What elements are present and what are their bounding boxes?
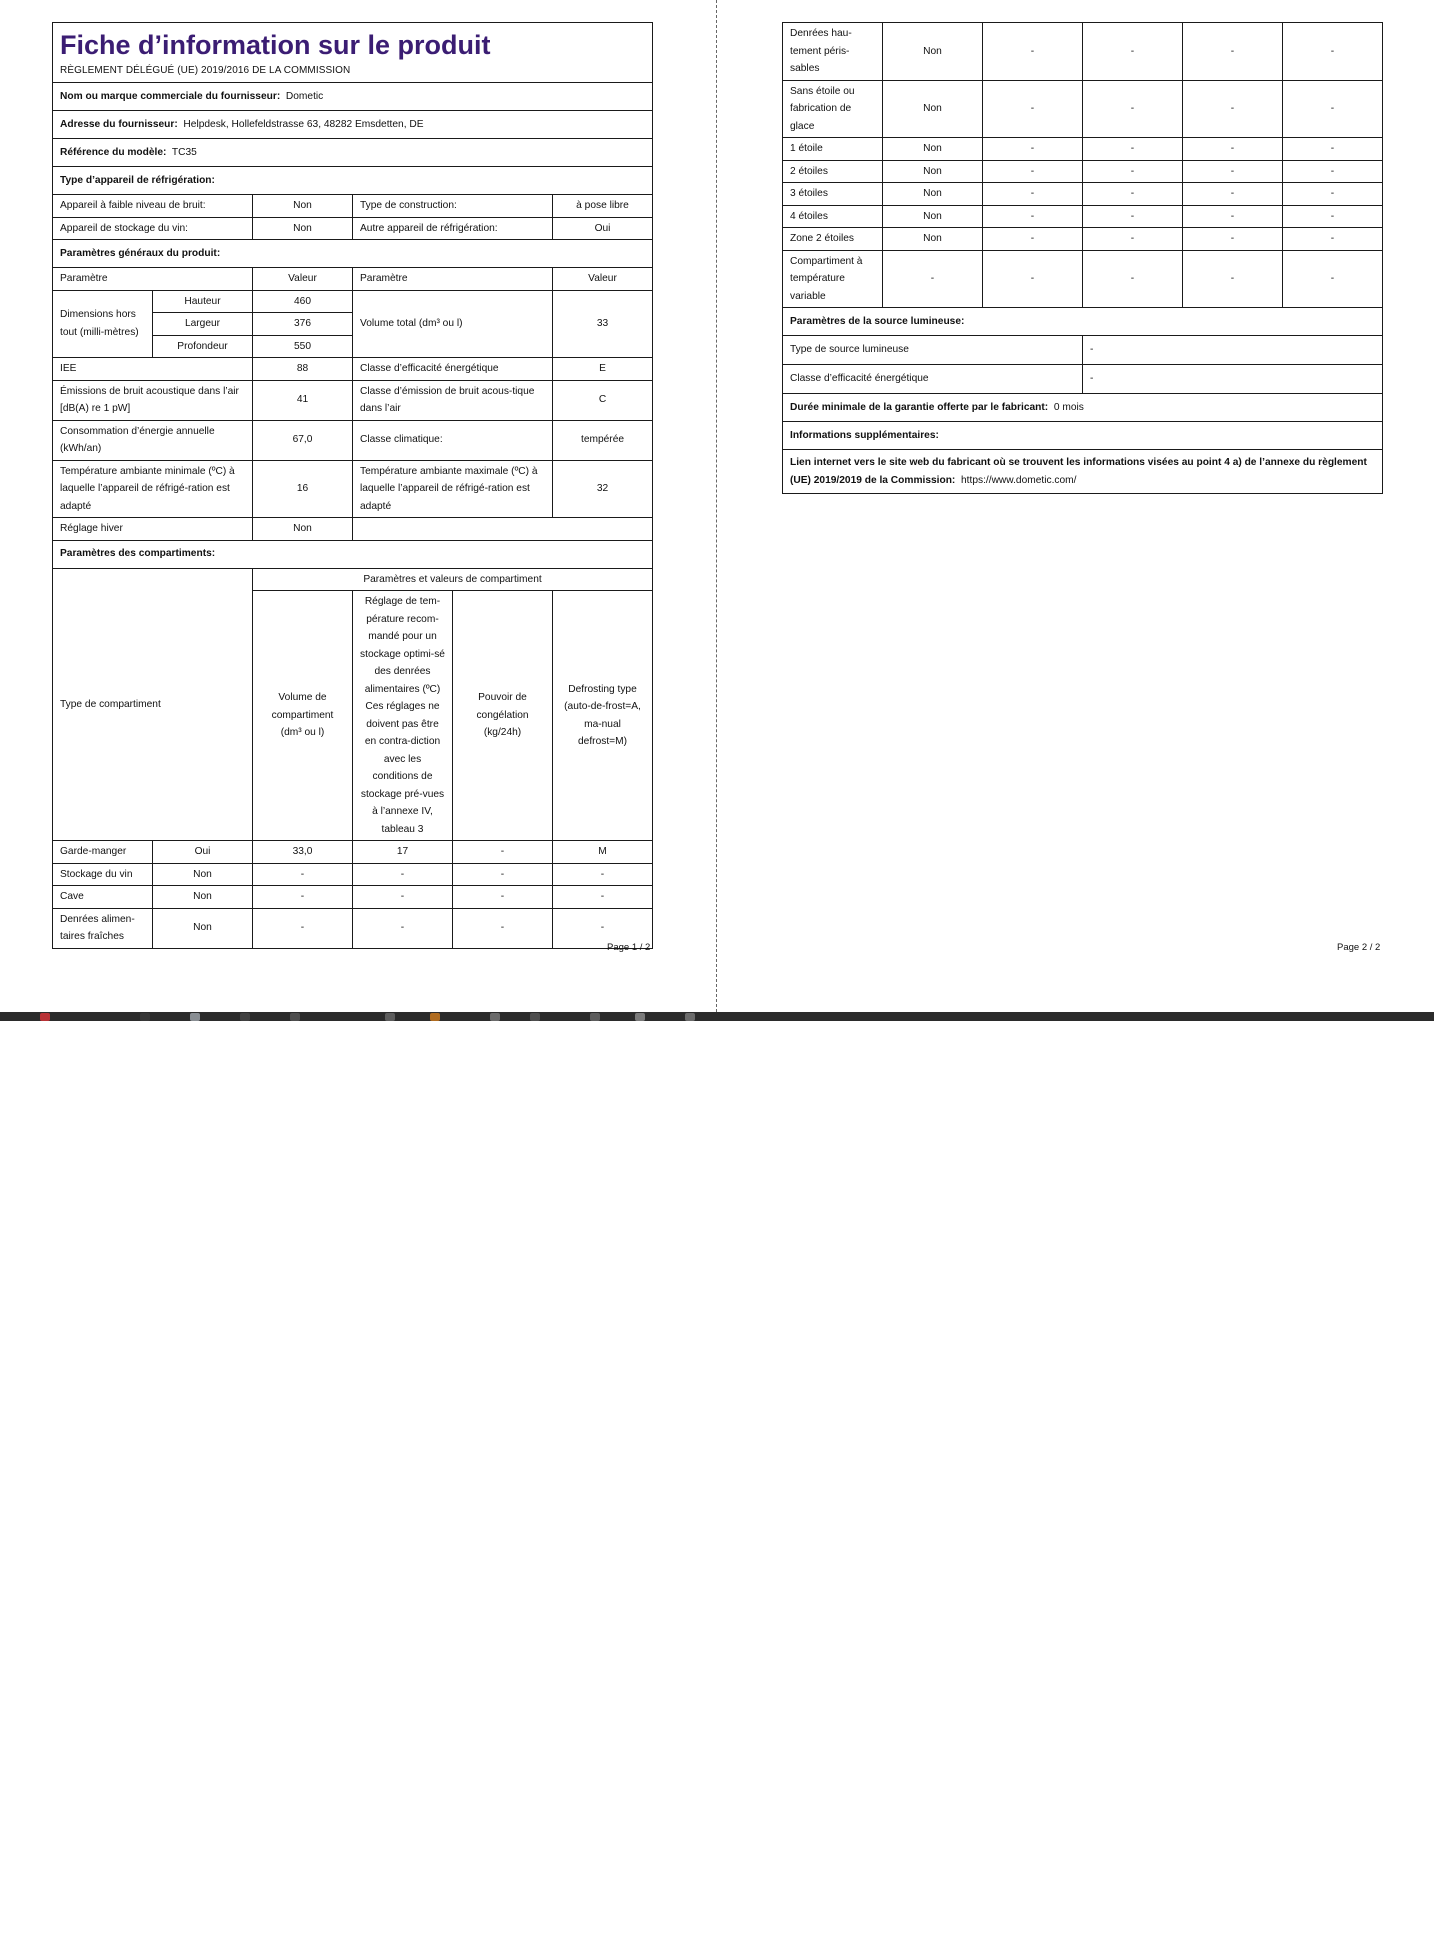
height-value: 460 (253, 290, 353, 313)
compartment-defrost: - (1283, 205, 1383, 228)
light-class-label: Classe d’efficacité énergétique (783, 365, 1083, 394)
noise-emission-label: Émissions de bruit acoustique dans l’air [dB(A) re 1 pW] (53, 380, 253, 420)
compartment-name: Zone 2 étoiles (783, 228, 883, 251)
weblink-row (783, 450, 1383, 494)
compartment-volume: - (983, 183, 1083, 206)
compartment-name: 2 étoiles (783, 160, 883, 183)
product-info-table (52, 22, 653, 949)
annual-energy-value: 67,0 (253, 420, 353, 460)
compartment-temp: - (1083, 138, 1183, 161)
compartment-name: Stockage du vin (53, 863, 153, 886)
compartment-freezing: - (1183, 228, 1283, 251)
other-appliance-value: Oui (553, 217, 653, 240)
noise-class-label: Classe d’émission de bruit acous-tique dans l’air (353, 380, 553, 420)
compartment-name: Sans étoile ou fabrication de glace (783, 80, 883, 138)
compartment-defrost: M (553, 841, 653, 864)
app-icon[interactable] (490, 1013, 500, 1021)
compartment-present: Non (883, 80, 983, 138)
compartment-present: Non (883, 228, 983, 251)
supplier-address-row (53, 111, 653, 139)
energy-class-value: E (553, 358, 653, 381)
dimensions-label: Dimensions hors tout (milli-mètres) (53, 290, 153, 358)
app-icon[interactable] (530, 1013, 540, 1021)
app-icon[interactable] (385, 1013, 395, 1021)
model-reference-row (53, 139, 653, 167)
winter-setting-label: Réglage hiver (53, 518, 253, 541)
compartment-row (783, 160, 1383, 183)
compartment-row (783, 183, 1383, 206)
volume-column-header: Volume de compartiment (dm³ ou l) (253, 591, 353, 841)
document-page-2 (782, 22, 1382, 494)
compartment-freezing: - (1183, 183, 1283, 206)
total-volume-value: 33 (553, 290, 653, 358)
energy-class-label: Classe d’efficacité énergétique (353, 358, 553, 381)
light-type-value: - (1083, 336, 1383, 365)
compartment-temp: - (1083, 80, 1183, 138)
weblink-label: Lien internet vers le site web du fabricant où se trouvent les informations visées au point 4 a) de l’annexe du règlement (UE) 2019/2019 de la Commission: (790, 457, 1367, 486)
compartment-row (783, 80, 1383, 138)
app-icon[interactable] (190, 1013, 200, 1021)
value-column-header: Valeur (253, 268, 353, 291)
compartment-temp: - (1083, 205, 1183, 228)
climate-class-value: tempérée (553, 420, 653, 460)
compartment-freezing: - (1183, 160, 1283, 183)
compartment-freezing: - (453, 908, 553, 948)
light-source-header: Paramètres de la source lumineuse: (783, 308, 1383, 336)
compartment-volume: - (253, 886, 353, 909)
compartment-present: - (883, 250, 983, 308)
extra-info-header: Informations supplémentaires: (783, 422, 1383, 450)
weblink-value[interactable]: https://www.dometic.com/ (961, 474, 1077, 486)
compartment-row (783, 228, 1383, 251)
compartment-temp: - (353, 863, 453, 886)
compartment-volume: - (983, 250, 1083, 308)
compartments-continued-table (782, 22, 1383, 494)
warranty-label: Durée minimale de la garantie offerte par le fabricant: (790, 401, 1049, 413)
supplier-address-label: Adresse du fournisseur: (60, 118, 178, 130)
compartment-volume: - (253, 863, 353, 886)
compartment-defrost: - (553, 863, 653, 886)
app-icon[interactable] (685, 1013, 695, 1021)
compartment-name: Cave (53, 886, 153, 909)
app-icon[interactable] (140, 1013, 150, 1021)
compartment-name: Denrées alimen-taires fraîches (53, 908, 153, 948)
warranty-row (783, 394, 1383, 422)
climate-class-label: Classe climatique: (353, 420, 553, 460)
document-title: Fiche d’information sur le produit (60, 30, 491, 60)
compartment-row (53, 841, 653, 864)
other-appliance-label: Autre appareil de réfrigération: (353, 217, 553, 240)
supplier-address-value: Helpdesk, Hollefeldstrasse 63, 48282 Emsdetten, DE (183, 118, 424, 130)
app-icon[interactable] (635, 1013, 645, 1021)
width-value: 376 (253, 313, 353, 336)
compartment-temp: - (353, 886, 453, 909)
compartment-freezing: - (1183, 138, 1283, 161)
compartment-row (53, 886, 653, 909)
app-icon[interactable] (240, 1013, 250, 1021)
compartment-defrost: - (553, 908, 653, 948)
value-column-header-2: Valeur (553, 268, 653, 291)
compartment-row (783, 138, 1383, 161)
app-icon[interactable] (590, 1013, 600, 1021)
app-icon[interactable] (430, 1013, 440, 1021)
supplier-name-value: Dometic (285, 90, 324, 102)
compartment-volume: - (983, 23, 1083, 81)
compartment-temp: - (1083, 160, 1183, 183)
compartment-name: Compartiment à température variable (783, 250, 883, 308)
compartment-name: Denrées hau-tement péris-sables (783, 23, 883, 81)
compartment-present: Non (883, 160, 983, 183)
compartment-defrost: - (1283, 183, 1383, 206)
iee-label: IEE (53, 358, 253, 381)
compartment-present: Non (153, 908, 253, 948)
compartment-name: 3 étoiles (783, 183, 883, 206)
compartment-volume: - (983, 228, 1083, 251)
light-class-value: - (1083, 365, 1383, 394)
min-temp-value: 16 (253, 460, 353, 518)
compartment-defrost: - (1283, 23, 1383, 81)
low-noise-label: Appareil à faible niveau de bruit: (53, 195, 253, 218)
min-temp-label: Température ambiante minimale (ºC) à laquelle l’appareil de réfrigé-ration est adapté (53, 460, 253, 518)
compartment-defrost: - (1283, 160, 1383, 183)
param-column-header: Paramètre (53, 268, 253, 291)
compartment-name: 4 étoiles (783, 205, 883, 228)
compartment-freezing: - (453, 886, 553, 909)
total-volume-label: Volume total (dm³ ou l) (353, 290, 553, 358)
compartment-temp: - (1083, 250, 1183, 308)
noise-emission-value: 41 (253, 380, 353, 420)
app-icon[interactable] (40, 1013, 50, 1021)
compartment-volume: - (983, 205, 1083, 228)
compartment-freezing: - (453, 841, 553, 864)
construction-label: Type de construction: (353, 195, 553, 218)
wine-storage-value: Non (253, 217, 353, 240)
compartment-volume: - (983, 80, 1083, 138)
supplier-name-row (53, 83, 653, 111)
compartment-row (783, 23, 1383, 81)
winter-setting-value: Non (253, 518, 353, 541)
compartment-type-label: Type de compartiment (53, 568, 253, 841)
page-number-1: Page 1 / 2 (607, 942, 651, 953)
temp-setting-column-header: Réglage de tem-pérature recom-mandé pour un stockage optimi-sé des denrées alimentaires (ºC) Ces réglages ne doivent pas être en contra-diction avec les conditions de stockage pré-vues à l’annexe IV, tableau 3 (353, 591, 453, 841)
light-type-label: Type de source lumineuse (783, 336, 1083, 365)
model-reference-value: TC35 (171, 146, 197, 158)
iee-value: 88 (253, 358, 353, 381)
noise-class-value: C (553, 380, 653, 420)
construction-value: à pose libre (553, 195, 653, 218)
general-params-header: Paramètres généraux du produit: (53, 240, 653, 268)
compartment-defrost: - (553, 886, 653, 909)
compartment-defrost: - (1283, 80, 1383, 138)
compartment-present: Non (153, 886, 253, 909)
annual-energy-label: Consommation d’énergie annuelle (kWh/an) (53, 420, 253, 460)
empty-cell (353, 518, 653, 541)
wine-storage-label: Appareil de stockage du vin: (53, 217, 253, 240)
param-column-header-2: Paramètre (353, 268, 553, 291)
defrost-column-header: Defrosting type (auto-de-frost=A, ma-nual defrost=M) (553, 591, 653, 841)
compartment-params-header: Paramètres et valeurs de compartiment (253, 568, 653, 591)
compartment-row (53, 863, 653, 886)
compartments-header: Paramètres des compartiments: (53, 540, 653, 568)
compartment-present: Non (883, 183, 983, 206)
freezing-column-header: Pouvoir de congélation (kg/24h) (453, 591, 553, 841)
compartment-volume: - (983, 160, 1083, 183)
compartment-present: Non (883, 205, 983, 228)
compartment-freezing: - (1183, 80, 1283, 138)
compartment-volume: - (253, 908, 353, 948)
compartment-volume: - (983, 138, 1083, 161)
compartment-temp: - (353, 908, 453, 948)
compartment-name: Garde-manger (53, 841, 153, 864)
compartment-volume: 33,0 (253, 841, 353, 864)
page-divider (716, 0, 717, 1012)
compartment-name: 1 étoile (783, 138, 883, 161)
compartment-temp: - (1083, 23, 1183, 81)
compartment-row (783, 205, 1383, 228)
model-reference-label: Référence du modèle: (60, 146, 167, 158)
compartment-defrost: - (1283, 138, 1383, 161)
page-number-2: Page 2 / 2 (1337, 942, 1381, 953)
max-temp-label: Température ambiante maximale (ºC) à laquelle l’appareil de réfrigé-ration est adapté (353, 460, 553, 518)
compartment-temp: - (1083, 183, 1183, 206)
compartment-row (53, 908, 653, 948)
compartment-freezing: - (1183, 23, 1283, 81)
taskbar (0, 1012, 1434, 1021)
compartment-present: Oui (153, 841, 253, 864)
title-cell (53, 23, 653, 83)
supplier-name-label: Nom ou marque commerciale du fournisseur: (60, 90, 281, 102)
height-label: Hauteur (153, 290, 253, 313)
compartment-present: Non (883, 23, 983, 81)
width-label: Largeur (153, 313, 253, 336)
app-icon[interactable] (290, 1013, 300, 1021)
compartment-present: Non (883, 138, 983, 161)
compartment-row (783, 250, 1383, 308)
depth-value: 550 (253, 335, 353, 358)
compartment-present: Non (153, 863, 253, 886)
compartment-freezing: - (1183, 250, 1283, 308)
low-noise-value: Non (253, 195, 353, 218)
compartment-defrost: - (1283, 250, 1383, 308)
compartment-freezing: - (1183, 205, 1283, 228)
compartment-defrost: - (1283, 228, 1383, 251)
compartment-temp: - (1083, 228, 1183, 251)
compartment-temp: 17 (353, 841, 453, 864)
document-subtitle: RÈGLEMENT DÉLÉGUÉ (UE) 2019/2016 DE LA COMMISSION (60, 65, 351, 76)
warranty-value: 0 mois (1053, 401, 1084, 413)
compartment-freezing: - (453, 863, 553, 886)
appliance-type-header: Type d’appareil de réfrigération: (53, 167, 653, 195)
max-temp-value: 32 (553, 460, 653, 518)
document-page-1 (52, 22, 652, 949)
depth-label: Profondeur (153, 335, 253, 358)
